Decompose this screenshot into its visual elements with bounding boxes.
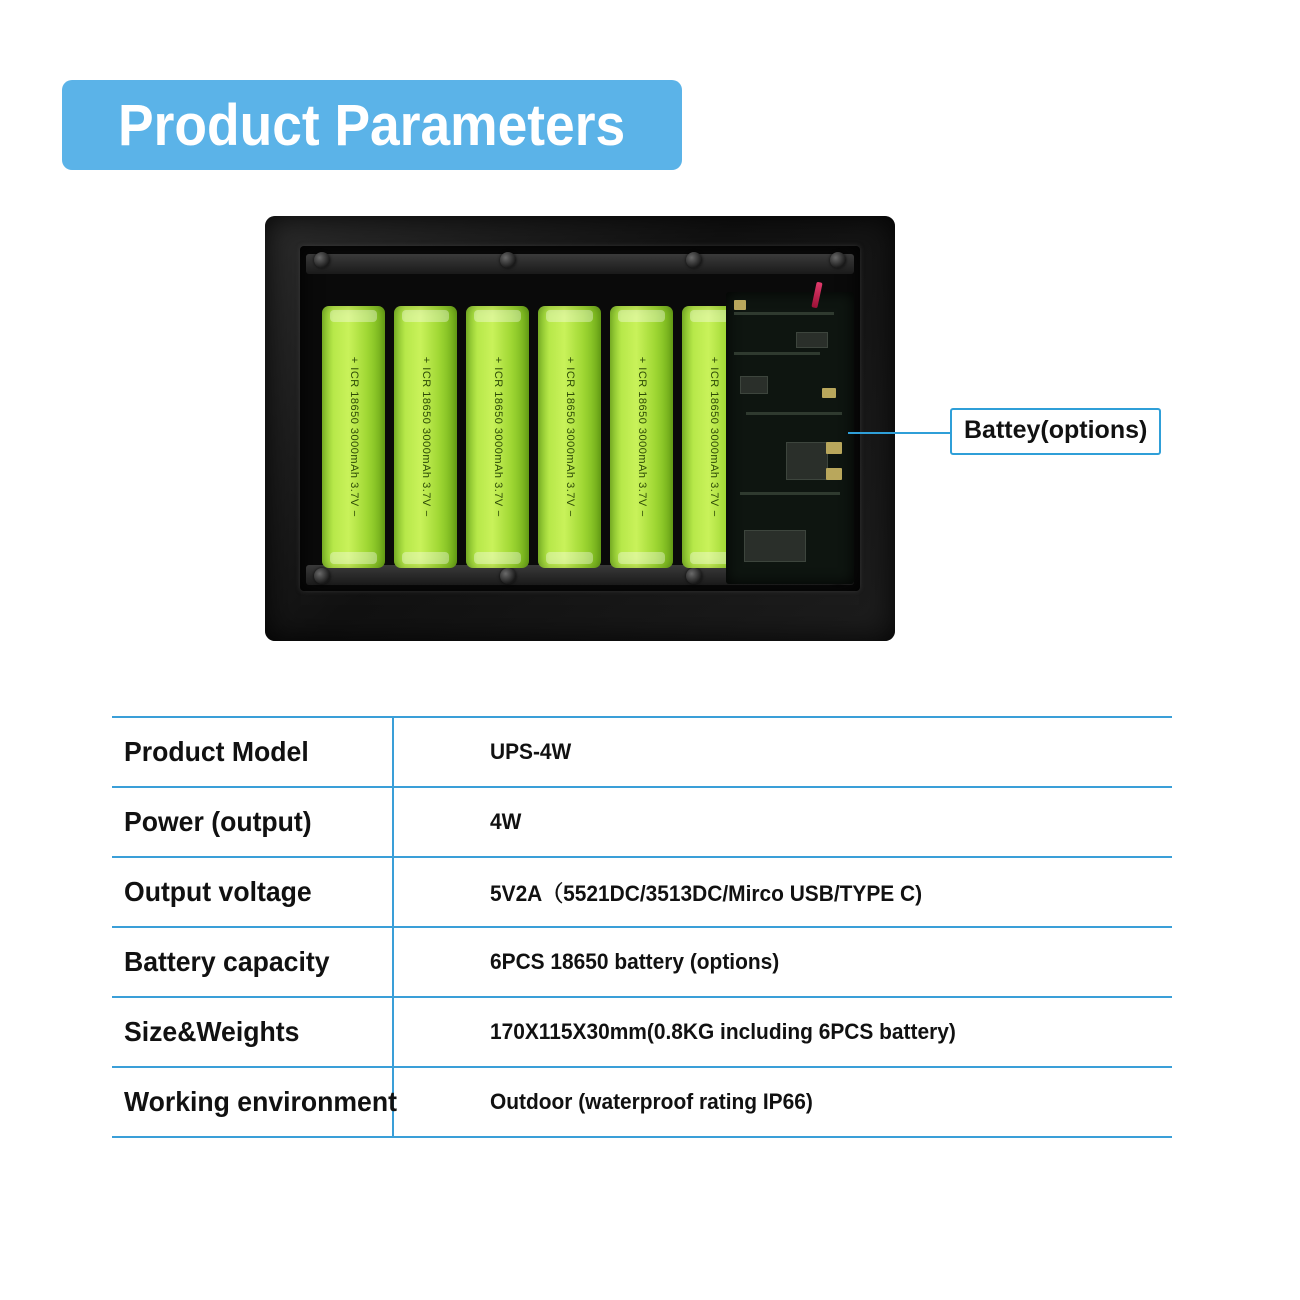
pcb-chip <box>740 376 768 394</box>
spec-value-cell <box>394 718 1172 786</box>
callout-label: Battey(options) <box>964 416 1148 444</box>
pcb-chip <box>786 442 828 480</box>
spec-key-cell <box>112 788 394 856</box>
screw-icon <box>686 568 702 584</box>
spec-value-label: 6PCS 18650 battery (options) <box>490 949 780 974</box>
table-row <box>112 856 1172 926</box>
pcb-pad <box>822 388 836 398</box>
battery-cap-bottom <box>618 552 665 564</box>
callout-leader-line <box>848 432 952 434</box>
battery-cell <box>610 306 673 568</box>
spec-key-label: Working environment <box>124 1086 397 1117</box>
spec-value-cell <box>394 998 1172 1066</box>
battery-cell <box>538 306 601 568</box>
table-row <box>112 926 1172 996</box>
enclosure-inner-cavity <box>300 246 860 591</box>
page-title-banner <box>62 80 682 170</box>
pcb-chip <box>796 332 828 348</box>
battery-cap-bottom <box>474 552 521 564</box>
page-title: Product Parameters <box>118 92 626 158</box>
pcb-trace <box>746 412 842 415</box>
battery-cell-label: + ICR 18650 3000mAh 3.7V − <box>347 356 360 518</box>
spec-key-label: Output voltage <box>124 876 312 907</box>
product-photo <box>265 216 895 641</box>
table-row <box>112 716 1172 786</box>
spec-table <box>112 716 1172 1138</box>
pcb-pad <box>826 468 842 480</box>
battery-cap-top <box>330 310 377 322</box>
battery-cap-top <box>474 310 521 322</box>
spec-key-label: Product Model <box>124 736 309 767</box>
spec-key-cell <box>112 928 394 996</box>
battery-cell-label: + ICR 18650 3000mAh 3.7V − <box>707 356 720 518</box>
pcb-chip <box>744 530 806 562</box>
battery-cell-label: + ICR 18650 3000mAh 3.7V − <box>563 356 576 518</box>
spec-value-label: Outdoor (waterproof rating IP66) <box>490 1089 813 1114</box>
spec-key-label: Battery capacity <box>124 946 330 977</box>
spec-value-label: 170X115X30mm(0.8KG including 6PCS battery) <box>490 1019 956 1044</box>
controller-pcb <box>726 292 854 584</box>
mounting-rail-top <box>306 254 854 274</box>
pcb-trace <box>740 492 840 495</box>
pcb-pad <box>734 300 746 310</box>
battery-cell <box>394 306 457 568</box>
battery-cell <box>466 306 529 568</box>
table-row <box>112 786 1172 856</box>
battery-cap-bottom <box>546 552 593 564</box>
spec-value-cell <box>394 858 1172 926</box>
battery-cell <box>322 306 385 568</box>
spec-value-label: 5V2A（5521DC/3513DC/Mirco USB/TYPE C) <box>490 880 923 906</box>
table-row <box>112 1066 1172 1138</box>
battery-cell-label: + ICR 18650 3000mAh 3.7V − <box>635 356 648 518</box>
spec-value-label: UPS-4W <box>490 739 572 764</box>
pcb-pad <box>826 442 842 454</box>
pcb-trace <box>734 312 834 315</box>
battery-cap-bottom <box>402 552 449 564</box>
battery-cap-bottom <box>330 552 377 564</box>
screw-icon <box>314 568 330 584</box>
spec-value-cell <box>394 1068 1172 1136</box>
screw-icon <box>314 252 330 268</box>
spec-key-label: Power (output) <box>124 806 312 837</box>
battery-cap-top <box>546 310 593 322</box>
spec-value-cell <box>394 788 1172 856</box>
spec-value-cell <box>394 928 1172 996</box>
callout-battery-options <box>950 408 1161 455</box>
spec-key-cell <box>112 858 394 926</box>
screw-icon <box>686 252 702 268</box>
spec-key-cell <box>112 998 394 1066</box>
table-row <box>112 996 1172 1066</box>
spec-key-cell <box>112 718 394 786</box>
screw-icon <box>500 568 516 584</box>
battery-cap-top <box>402 310 449 322</box>
pcb-trace <box>734 352 820 355</box>
screw-icon <box>500 252 516 268</box>
battery-cell-label: + ICR 18650 3000mAh 3.7V − <box>491 356 504 518</box>
screw-icon <box>830 252 846 268</box>
battery-cell-label: + ICR 18650 3000mAh 3.7V − <box>419 356 432 518</box>
battery-cap-top <box>618 310 665 322</box>
spec-value-label: 4W <box>490 809 522 834</box>
spec-key-cell <box>112 1068 397 1136</box>
spec-key-label: Size&Weights <box>124 1016 300 1047</box>
